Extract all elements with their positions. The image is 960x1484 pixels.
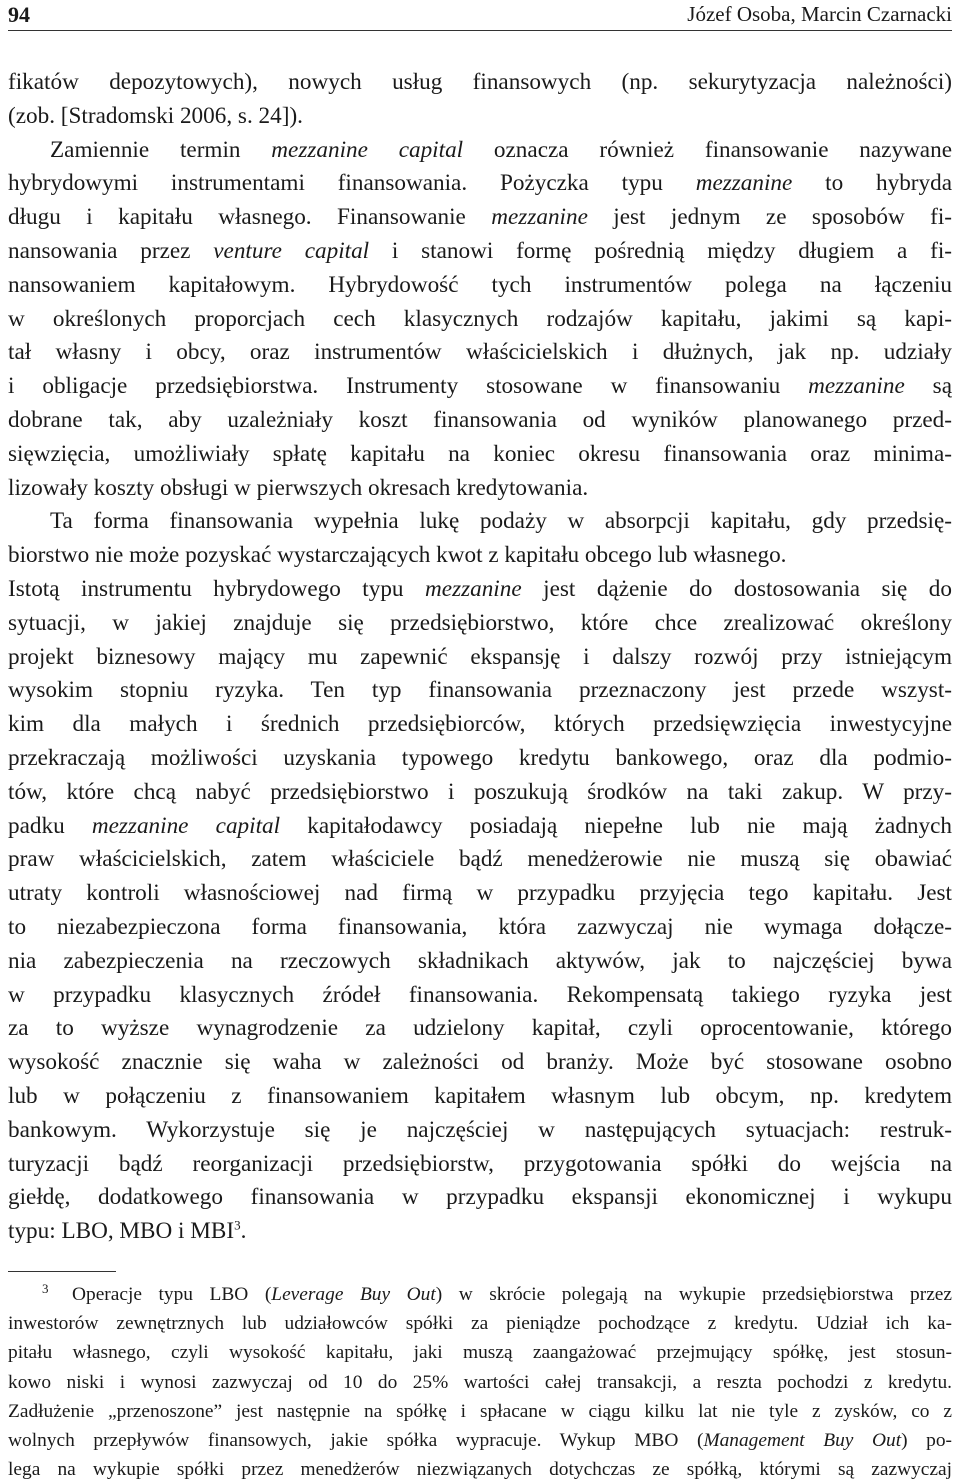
- text-run: lizowały koszty obsługi w pierwszych okresach kredytowania.: [8, 474, 589, 501]
- text-line: [8, 1012, 952, 1046]
- text-run: jest jednym ze sposobów fi-: [587, 204, 952, 231]
- text-run: tów, które chcą nabyć przedsiębiorstwo i poszukują środków na taki zakup. W przy-: [8, 778, 952, 805]
- text-line: [8, 607, 952, 641]
- italic-term: mezzanine: [425, 575, 522, 602]
- text-line: [8, 336, 952, 370]
- text-run: wysokim stopniu ryzyka. Ten typ finansowania przeznaczony jest przede wszyst-: [8, 677, 952, 704]
- text-line: [8, 810, 952, 844]
- text-line: [8, 1148, 952, 1182]
- text-line: [8, 1080, 952, 1114]
- text-line: [8, 776, 952, 810]
- text-line: [8, 674, 952, 708]
- text-line: [8, 708, 952, 742]
- text-line: [8, 539, 952, 573]
- text-run: za to wyższe wynagrodzenie za udzielony kapitał, czyli oprocentowanie, którego: [8, 1015, 952, 1042]
- footnote-separator: [8, 1271, 116, 1272]
- text-run: pitału własnego, czyli wysokość kapitału, jaki muszą zaangażować przejmujący spółkę, jest stosun-: [8, 1342, 952, 1364]
- footnote-line: [8, 1426, 952, 1455]
- text-run: wolnych przepływów finansowych, jakie spółka wypracuje. Wykup MBO (: [8, 1430, 704, 1452]
- text-run: nia zabezpieczenia na rzeczowych składnikach aktywów, jak to najczęściej bywa: [8, 947, 952, 974]
- text-run: lub w połączeniu z finansowaniem kapitałem własnym lub obcym, np. kredytem: [8, 1082, 952, 1109]
- text-line: [8, 438, 952, 472]
- text-run: bankowym. Wykorzystuje się je najczęściej w następujących sytuacjach: restruk-: [8, 1116, 952, 1143]
- text-run: Zamiennie termin: [50, 136, 272, 163]
- italic-term: venture capital: [213, 237, 370, 264]
- text-line: [8, 303, 952, 337]
- text-line: [8, 1114, 952, 1148]
- text-run: hybrydowymi instrumentami finansowania. Pożyczka typu: [8, 170, 696, 197]
- text-line: [8, 370, 952, 404]
- text-line: [8, 100, 952, 134]
- text-run: przekraczają możliwości uzyskania typowego kredytu bankowego, oraz dla podmio-: [8, 744, 952, 771]
- text-run: w przypadku klasycznych źródeł finansowania. Rekompensatą takiego ryzyka jest: [8, 981, 952, 1008]
- footnote: [8, 1280, 952, 1484]
- text-line: [8, 66, 952, 100]
- footnote-line: [8, 1338, 952, 1367]
- text-run: tał własny i obcy, oraz instrumentów właścicielskich i dłużnych, jak np. udziały: [8, 339, 952, 366]
- text-line: [8, 404, 952, 438]
- body-text: [8, 66, 952, 1249]
- footnote-line: [8, 1455, 952, 1484]
- italic-term: mezzanine capital: [91, 812, 281, 839]
- text-run: to hybryda: [792, 170, 952, 197]
- text-run: sięwzięcia, umożliwiały spłatę kapitału na koniec okresu finansowania oraz minima-: [8, 440, 952, 467]
- italic-term: Management Buy Out: [703, 1430, 902, 1452]
- footnote-line: 3 Operacje typu LBO (Leverage Buy Out) w skrócie polegają na wykupie przedsiębiorstwa przez: [42, 1280, 952, 1305]
- footnote-line: [8, 1397, 952, 1426]
- text-line: [8, 641, 952, 675]
- text-run: padku: [8, 812, 92, 839]
- text-run: turyzacji bądź reorganizacji przedsiębiorstw, przygotowania spółki do wejścia na: [8, 1150, 952, 1177]
- text-run: fikatów depozytowych), nowych usług finansowych (np. sekurytyzacja należności): [8, 69, 952, 95]
- text-line: [8, 573, 952, 607]
- text-run: sytuacji, w jakiej znajduje się przedsiębiorstwo, które chce zrealizować określony: [8, 609, 952, 636]
- text-run: inwestorów zewnętrznych lub udziałowców spółki za pieniądze pochodzące z kredytu. Udział ich ka-: [8, 1313, 952, 1335]
- text-line: [8, 1181, 952, 1215]
- text-run: jest dążenie do dostosowania się do: [521, 575, 952, 602]
- text-run: utraty kontroli własnościowej nad firmą w przypadku przyjęcia tego kapitału. Jest: [8, 880, 952, 907]
- text-run: .: [240, 1218, 247, 1245]
- text-run: i stanowi formę pośrednią między długiem a fi-: [369, 237, 952, 264]
- running-head: Józef Osoba, Marcin Czarnacki: [687, 2, 952, 26]
- text-run: projekt biznesowy mający mu zapewnić ekspansję i dalszy rozwój przy istniejącym: [8, 643, 952, 670]
- text-line: [8, 843, 952, 877]
- text-run: ) w skrócie polegają na wykupie przedsiębiorstwa przez: [435, 1284, 952, 1305]
- text-line: [8, 235, 952, 269]
- text-line: [8, 201, 952, 235]
- text-run: dobrane tak, aby uzależniały koszt finansowania od wyników planowanego przed-: [8, 406, 952, 433]
- text-line: [8, 1046, 952, 1080]
- text-run: są: [904, 373, 952, 400]
- footnote-line: [8, 1368, 952, 1397]
- text-line: [8, 742, 952, 776]
- text-run: typu: LBO, MBO i MBI: [8, 1218, 235, 1245]
- italic-term: mezzanine: [808, 373, 905, 400]
- page-number: 94: [8, 2, 30, 27]
- text-run: biorstwo nie może pozyskać wystarczających kwot z kapitału obcego lub własnego.: [8, 542, 787, 569]
- footnote-line: [8, 1309, 952, 1338]
- text-run: lega na wykupie spółki przez menedżerów niezwiązanych dotychczas ze spółką, którymi są zazwyczaj: [8, 1459, 952, 1481]
- italic-term: Leverage Buy Out: [271, 1284, 436, 1305]
- text-line: [8, 505, 952, 539]
- text-run: kapitałodawcy posiadają niepełne lub nie mają żadnych: [280, 812, 952, 839]
- text-line: [8, 945, 952, 979]
- text-run: Istotą instrumentu hybrydowego typu: [8, 575, 426, 602]
- text-run: Ta forma finansowania wypełnia lukę podaży w absorpcji kapitału, gdy przedsię-: [50, 508, 952, 535]
- text-run: to niezabezpieczona forma finansowania, która zazwyczaj nie wymaga dołącze-: [8, 913, 952, 940]
- page-header: [8, 0, 952, 31]
- text-line: [8, 134, 952, 168]
- text-line: [8, 979, 952, 1013]
- text-line: [8, 269, 952, 303]
- text-line: [8, 167, 952, 201]
- text-run: (zob. [Stradomski 2006, s. 24]).: [8, 102, 303, 129]
- text-run: nansowaniem kapitałowym. Hybrydowość tych instrumentów polega na łączeniu: [8, 271, 952, 298]
- text-run: kowo niski i wynosi zazwyczaj od 10 do 25% wartości całej transakcji, a reszta pochodzi z kredytu.: [8, 1371, 952, 1393]
- text-run: oznacza również finansowanie nazywane: [463, 136, 952, 163]
- text-run: wysokość znacznie się waha w zależności od branży. Może być stosowane osobno: [8, 1049, 952, 1076]
- footnote-reference: 3: [234, 1217, 241, 1233]
- text-run: w określonych proporcjach cech klasycznych rodzajów kapitału, jakimi są kapi-: [8, 305, 952, 332]
- text-run: i obligacje przedsiębiorstwa. Instrumenty stosowane w finansowaniu: [8, 373, 809, 400]
- text-line: [8, 877, 952, 911]
- text-line: [8, 911, 952, 945]
- italic-term: mezzanine capital: [271, 136, 464, 163]
- italic-term: mezzanine: [695, 170, 793, 197]
- italic-term: mezzanine: [491, 204, 588, 231]
- text-run: długu i kapitału własnego. Finansowanie: [8, 204, 492, 231]
- text-run: Operacje typu LBO (: [72, 1284, 272, 1305]
- text-run: Zadłużenie „przenoszone” jest następnie na spółkę i spłacane w ciągu kilku lat nie tyle z zysków, co z: [8, 1400, 952, 1422]
- text-run: kim dla małych i średnich przedsiębiorców, których przedsięwzięcia inwestycyjne: [8, 711, 952, 738]
- text-line: [8, 1215, 952, 1249]
- text-run: ) po-: [901, 1430, 952, 1452]
- text-run: nansowania przez: [8, 237, 214, 264]
- text-run: praw właścicielskich, zatem właściciele bądź menedżerowie nie muszą się obawiać: [8, 846, 952, 873]
- text-line: [8, 472, 952, 506]
- text-run: giełdę, dodatkowego finansowania w przypadku ekspansji ekonomicznej i wykupu: [8, 1184, 952, 1211]
